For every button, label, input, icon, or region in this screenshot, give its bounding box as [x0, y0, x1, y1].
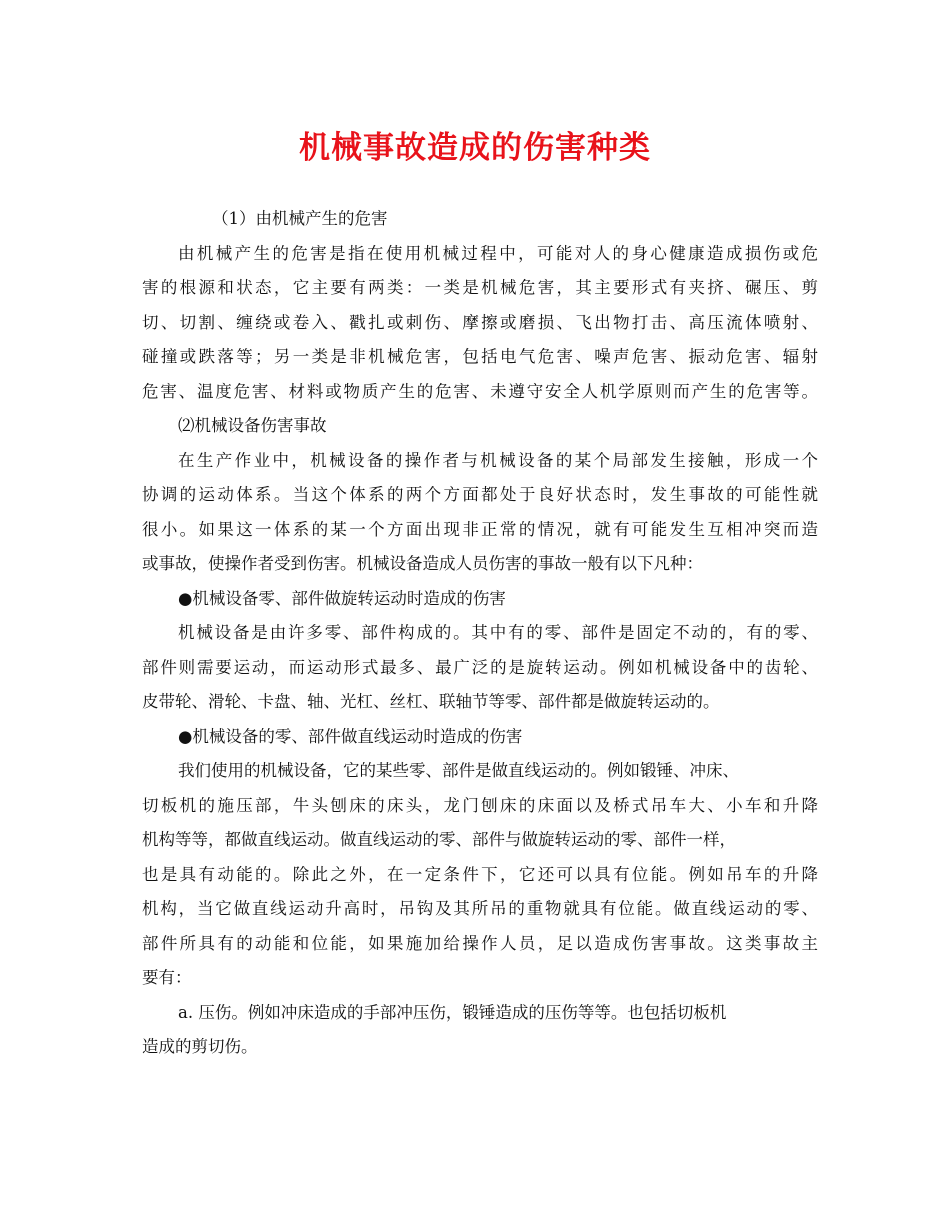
text-line: 机械设备是由许多零、部件构成的。其中有的零、部件是固定不动的，有的零、	[178, 623, 818, 642]
text-line: 在生产作业中，机械设备的操作者与机械设备的某个局部发生接触，形成一个	[178, 450, 818, 470]
text-line: 或事故，使操作者受到伤害。机械设备造成人员伤害的事故一般有以下凡种：	[142, 554, 703, 573]
text-line: 我们使用的机械设备，它的某些零、部件是做直线运动的。例如锻锤、冲床、	[178, 761, 739, 780]
text-line: 碰撞或跌落等；另一类是非机械危害，包括电气危害、噪声危害、振动危害、辐射	[142, 347, 818, 366]
text-line: 皮带轮、滑轮、卡盘、轴、光杠、丝杠、联轴节等零、部件都是做旋转运动的。	[142, 692, 720, 711]
text-line: 由机械产生的危害是指在使用机械过程中，可能对人的身心健康造成损伤或危	[178, 243, 818, 263]
text-line: 危害、温度危害、材料或物质产生的危害、未遵守安全人机学原则而产生的危害等。	[142, 381, 818, 401]
text-line: （1）由机械产生的危害	[212, 209, 388, 228]
text-line: 部件所具有的动能和位能，如果施加给操作人员，足以造成伤害事故。这类事故主	[142, 933, 818, 953]
text-line: ●机械设备的零、部件做直线运动时造成的伤害	[178, 726, 523, 746]
text-line: a. 压伤。例如冲床造成的手部冲压伤，锻锤造成的压伤等等。也包括切板机	[178, 1002, 727, 1022]
text-line: 也是具有动能的。除此之外，在一定条件下，它还可以具有位能。例如吊车的升降	[142, 864, 818, 884]
text-line: 造成的剪切伤。	[142, 1037, 258, 1056]
text-line: 协调的运动体系。当这个体系的两个方面都处于良好状态时，发生事故的可能性就	[142, 485, 818, 504]
text-line: ⑵机械设备伤害事故	[178, 416, 327, 435]
text-line: 机构，当它做直线运动升高时，吊钩及其所吊的重物就具有位能。做直线运动的零、	[142, 899, 818, 918]
document-body	[142, 202, 818, 1065]
document-title: 机械事故造成的伤害种类	[299, 130, 651, 166]
text-line: ●机械设备零、部件做旋转运动时造成的伤害	[178, 588, 506, 608]
text-line: 机构等等，都做直线运动。做直线运动的零、部件与做旋转运动的零、部件一样，	[142, 830, 736, 849]
text-line: 要有：	[142, 968, 192, 987]
text-line: 很小。如果这一体系的某一个方面出现非正常的情况，就有可能发生互相冲突而造	[142, 519, 818, 539]
text-line: 切板机的施压部，牛头刨床的床头，龙门刨床的床面以及桥式吊车大、小车和升降	[142, 795, 818, 815]
text-line: 切、切割、缠绕或卷入、戳扎或刺伤、摩擦或磨损、飞出物打击、高压流体喷射、	[142, 312, 818, 332]
text-line: 部件则需要运动，而运动形式最多、最广泛的是旋转运动。例如机械设备中的齿轮、	[142, 657, 818, 677]
text-line: 害的根源和状态，它主要有两类：一类是机械危害，其主要形式有夹挤、碾压、剪	[142, 278, 818, 297]
